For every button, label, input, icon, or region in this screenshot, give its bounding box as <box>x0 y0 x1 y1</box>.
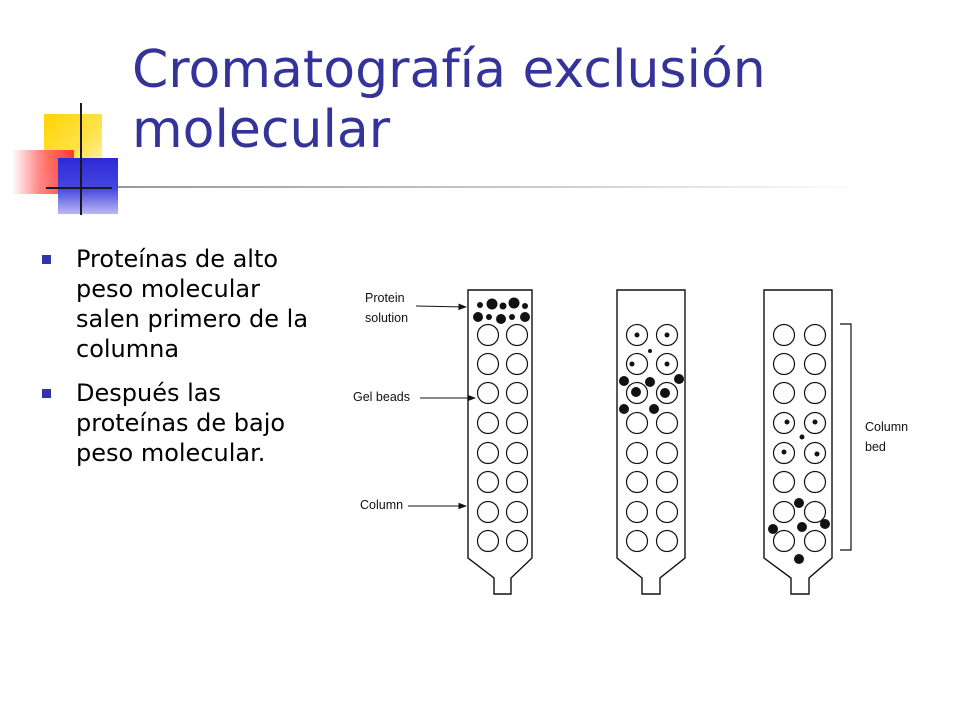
gel-bead <box>478 472 499 493</box>
gel-bead <box>478 325 499 346</box>
protein-dot <box>768 524 778 534</box>
gel-bead <box>657 413 678 434</box>
protein-dot <box>486 314 492 320</box>
gel-bead <box>507 531 528 552</box>
gel-bead <box>478 354 499 375</box>
protein-dot <box>800 435 805 440</box>
gel-bead <box>774 413 795 434</box>
protein-dot <box>473 312 483 322</box>
protein-dot <box>619 376 629 386</box>
gel-bead <box>774 354 795 375</box>
gel-bead <box>627 502 648 523</box>
gel-bead <box>657 472 678 493</box>
gel-bead <box>478 443 499 464</box>
bullet-item <box>40 244 330 364</box>
gel-bead <box>805 502 826 523</box>
protein-dot <box>820 519 830 529</box>
gel-bead <box>805 531 826 552</box>
label-solution: solution <box>365 311 409 325</box>
protein-dot <box>520 312 530 322</box>
protein-dot <box>665 333 670 338</box>
protein-dot <box>649 404 659 414</box>
gel-bead <box>805 472 826 493</box>
decorative-vertical-line <box>80 103 82 215</box>
gel-bead <box>774 325 795 346</box>
bullet-item <box>40 378 330 468</box>
protein-dot <box>665 362 670 367</box>
gel-bead <box>805 325 826 346</box>
protein-dot <box>674 374 684 384</box>
gel-bead <box>805 383 826 404</box>
gel-bead <box>478 413 499 434</box>
slide-title: Cromatografía exclusión molecular <box>132 40 766 160</box>
gel-bead <box>657 531 678 552</box>
protein-dot <box>619 404 629 414</box>
decorative-horizontal-line <box>46 187 112 189</box>
bullet-square-icon <box>42 255 51 264</box>
gel-bead <box>627 413 648 434</box>
protein-dot <box>509 314 515 320</box>
gel-bead <box>507 443 528 464</box>
protein-dot <box>477 302 483 308</box>
protein-dot <box>635 333 640 338</box>
gel-bead <box>657 502 678 523</box>
gel-bead <box>478 502 499 523</box>
bullet-text: Después las proteínas de bajo peso molecular. <box>76 379 286 467</box>
gel-bead <box>627 443 648 464</box>
protein-dot <box>785 420 790 425</box>
gel-bead <box>507 472 528 493</box>
protein-dot <box>782 450 787 455</box>
protein-dot <box>794 554 804 564</box>
bullet-list <box>40 244 330 482</box>
gel-bead <box>507 383 528 404</box>
gel-bead <box>627 472 648 493</box>
protein-dot <box>630 362 635 367</box>
gel-bead <box>478 531 499 552</box>
gel-bead <box>774 502 795 523</box>
label-protein: Protein <box>365 291 405 305</box>
protein-dot <box>522 303 528 309</box>
chromatography-diagram <box>340 278 940 608</box>
protein-dot <box>660 388 670 398</box>
bullet-square-icon <box>42 389 51 398</box>
protein-dot <box>496 314 506 324</box>
gel-bead <box>478 383 499 404</box>
protein-dot <box>797 522 807 532</box>
column-bed-bracket <box>840 324 851 550</box>
protein-dot <box>645 377 655 387</box>
protein-dot <box>648 349 652 353</box>
label-gel-beads: Gel beads <box>353 390 410 404</box>
label-column-bed-1: Column <box>865 420 909 434</box>
gel-bead <box>507 354 528 375</box>
protein-dot <box>631 387 641 397</box>
title-underline <box>118 186 868 188</box>
gel-bead <box>657 443 678 464</box>
label-column: Column <box>360 498 404 512</box>
arrow-protein-solution <box>416 306 466 307</box>
gel-bead <box>507 502 528 523</box>
gel-bead <box>774 472 795 493</box>
label-column-bed-2: bed <box>865 440 886 454</box>
gel-bead <box>507 325 528 346</box>
gel-bead <box>774 531 795 552</box>
decorative-blue-square <box>58 158 118 214</box>
protein-dot <box>509 298 520 309</box>
bullet-text: Proteínas de alto peso molecular salen primero de la columna <box>76 245 309 363</box>
protein-dot <box>487 299 498 310</box>
gel-bead <box>774 383 795 404</box>
gel-beads-group <box>478 325 826 552</box>
gel-bead <box>507 413 528 434</box>
protein-dot <box>500 303 507 310</box>
protein-dot <box>813 420 818 425</box>
protein-dot <box>815 452 820 457</box>
protein-dot <box>794 498 804 508</box>
gel-bead <box>627 531 648 552</box>
gel-bead <box>805 354 826 375</box>
